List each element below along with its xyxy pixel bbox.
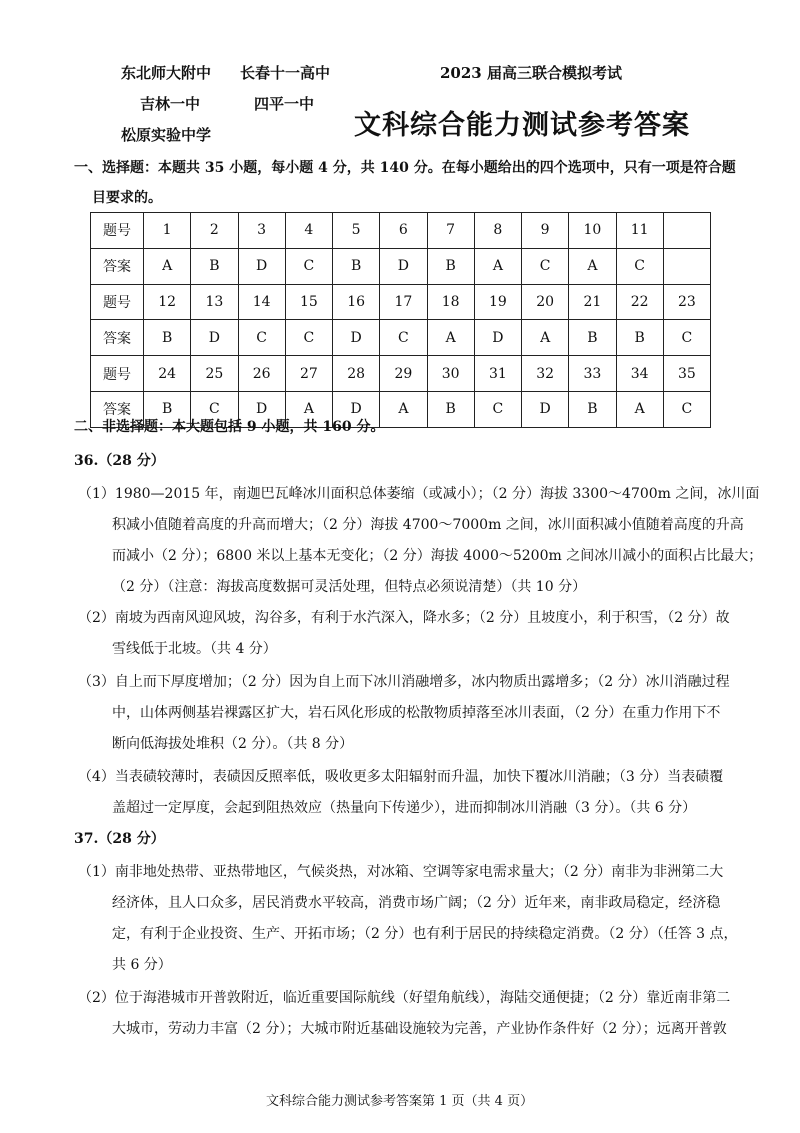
table-row xyxy=(91,356,711,392)
table-cell: 19 xyxy=(474,284,521,320)
table-cell: 13 xyxy=(191,284,238,320)
row-label: 题号 xyxy=(91,284,144,320)
table-cell xyxy=(663,248,710,284)
q36-line: （3）自上而下厚度增加；（2 分）因为自上而下冰川消融增多，冰内物质出露增多；（2 分）冰川消融过程 xyxy=(78,674,730,690)
table-cell: D xyxy=(380,248,427,284)
table-cell: B xyxy=(427,248,474,284)
table-cell: B xyxy=(144,391,191,427)
table-row xyxy=(91,213,711,249)
table-cell: C xyxy=(663,391,710,427)
table-cell: B xyxy=(427,391,474,427)
table-cell: C xyxy=(663,320,710,356)
q36-line: （2）南坡为西南风迎风坡，沟谷多，有利于水汽深入，降水多；（2 分）且坡度小，利于积雪，（2 分）故 xyxy=(78,610,730,626)
table-cell: C xyxy=(380,320,427,356)
q36-line: 断向低海拔处堆积（2 分）。（共 8 分） xyxy=(112,736,354,752)
table-cell: 5 xyxy=(333,213,380,249)
table-cell: C xyxy=(616,248,663,284)
section-1-intro-cont: 目要求的。 xyxy=(92,190,162,206)
table-cell: 14 xyxy=(238,284,285,320)
table-cell: B xyxy=(569,320,616,356)
table-cell: 17 xyxy=(380,284,427,320)
page-footer: 文科综合能力测试参考答案第 1 页（共 4 页） xyxy=(266,1094,534,1109)
q36-line: 积减小值随着高度的升高而增大；（2 分）海拔 4700～7000m 之间，冰川面积减小值随着高度的升高 xyxy=(112,517,744,533)
table-cell: 22 xyxy=(616,284,663,320)
q37-line: 定，有利于企业投资、生产、开拓市场；（2 分）也有利于居民的持续稳定消费。（2 分）（任答 3 点， xyxy=(112,926,738,942)
q36-line: （4）当表碛较薄时，表碛因反照率低，吸收更多太阳辐射而升温，加快下覆冰川消融；（3 分）当表碛覆 xyxy=(78,769,724,785)
table-cell: 25 xyxy=(191,356,238,392)
q37-line: 共 6 分） xyxy=(112,957,172,973)
row-label: 答案 xyxy=(91,320,144,356)
table-cell: 6 xyxy=(380,213,427,249)
table-cell: B xyxy=(144,320,191,356)
row-label: 题号 xyxy=(91,356,144,392)
table-cell: B xyxy=(569,391,616,427)
table-cell: 11 xyxy=(616,213,663,249)
table-cell: 20 xyxy=(522,284,569,320)
table-cell: C xyxy=(285,320,332,356)
table-cell: 3 xyxy=(238,213,285,249)
table-cell: C xyxy=(474,391,521,427)
table-row xyxy=(91,284,711,320)
table-cell: A xyxy=(285,391,332,427)
table-cell: D xyxy=(238,391,285,427)
q36-line: 雪线低于北坡。（共 4 分） xyxy=(112,641,277,657)
table-cell: 28 xyxy=(333,356,380,392)
table-cell: C xyxy=(238,320,285,356)
table-cell: B xyxy=(333,248,380,284)
table-cell: A xyxy=(616,391,663,427)
table-cell: 21 xyxy=(569,284,616,320)
school-name: 四平一中 xyxy=(254,95,315,113)
table-cell: D xyxy=(333,391,380,427)
table-cell: 31 xyxy=(474,356,521,392)
table-row xyxy=(91,320,711,356)
table-cell: D xyxy=(522,391,569,427)
table-cell: D xyxy=(333,320,380,356)
table-cell: A xyxy=(522,320,569,356)
table-cell: 1 xyxy=(144,213,191,249)
table-row xyxy=(91,248,711,284)
q36-line: （1）1980—2015 年，南迦巴瓦峰冰川面积总体萎缩（或减小）；（2 分）海拔 3300～4700m 之间，冰川面 xyxy=(78,486,760,502)
table-cell: 16 xyxy=(333,284,380,320)
school-name: 长春十一高中 xyxy=(240,64,331,82)
section-2-intro: 二、非选择题：本大题包括 9 小题，共 160 分。 xyxy=(74,419,385,435)
section-1-intro: 一、选择题：本题共 35 小题，每小题 4 分，共 140 分。在每小题给出的四个选项中，只有一项是符合题 xyxy=(74,160,736,176)
table-cell: 2 xyxy=(191,213,238,249)
school-name: 松原实验中学 xyxy=(121,126,212,144)
table-cell: 7 xyxy=(427,213,474,249)
table-cell: 18 xyxy=(427,284,474,320)
q36-line: 盖超过一定厚度，会起到阻热效应（热量向下传递少），进而抑制冰川消融（3 分）。（共 6 分） xyxy=(112,800,697,816)
table-cell: B xyxy=(191,248,238,284)
q37-line: （2）位于海港城市开普敦附近，临近重要国际航线（好望角航线），海陆交通便捷；（2 分）靠近南非第二 xyxy=(78,990,731,1006)
answer-table xyxy=(90,212,711,428)
table-cell: 34 xyxy=(616,356,663,392)
table-cell: 26 xyxy=(238,356,285,392)
table-cell: C xyxy=(191,391,238,427)
table-cell: 9 xyxy=(522,213,569,249)
table-cell: 8 xyxy=(474,213,521,249)
q36-line: 中，山体两侧基岩裸露区扩大，岩石风化形成的松散物质掉落至冰川表面，（2 分）在重力作用下不 xyxy=(112,705,721,721)
table-cell: A xyxy=(380,391,427,427)
table-cell: 12 xyxy=(144,284,191,320)
table-cell: C xyxy=(522,248,569,284)
school-name: 东北师大附中 xyxy=(121,64,212,82)
table-cell: 35 xyxy=(663,356,710,392)
table-cell: 24 xyxy=(144,356,191,392)
exam-name: 2023 届高三联合模拟考试 xyxy=(440,64,622,82)
row-label: 题号 xyxy=(91,213,144,249)
document-title: 文科综合能力测试参考答案 xyxy=(354,110,690,141)
table-cell: 32 xyxy=(522,356,569,392)
question-37-heading: 37.（28 分） xyxy=(74,831,165,847)
q36-line: 而减小（2 分）；6800 米以上基本无变化；（2 分）海拔 4000～5200m 之间冰川减小的面积占比最大； xyxy=(112,548,763,564)
table-cell: A xyxy=(569,248,616,284)
q37-line: 大城市，劳动力丰富（2 分）；大城市附近基础设施较为完善，产业协作条件好（2 分）；远离开普敦 xyxy=(112,1021,727,1037)
table-cell: 29 xyxy=(380,356,427,392)
question-36-heading: 36.（28 分） xyxy=(74,453,165,469)
table-cell: 4 xyxy=(285,213,332,249)
table-cell: D xyxy=(238,248,285,284)
row-label: 答案 xyxy=(91,248,144,284)
table-cell: A xyxy=(427,320,474,356)
table-cell: 15 xyxy=(285,284,332,320)
table-cell: D xyxy=(191,320,238,356)
q36-line: （2 分）（注意：海拔高度数据可灵活处理，但特点必须说清楚）（共 10 分） xyxy=(112,579,587,595)
table-cell: D xyxy=(474,320,521,356)
table-cell: A xyxy=(474,248,521,284)
row-label: 答案 xyxy=(91,391,144,427)
table-cell: B xyxy=(616,320,663,356)
school-name: 吉林一中 xyxy=(140,95,201,113)
q37-line: （1）南非地处热带、亚热带地区，气候炎热，对冰箱、空调等家电需求量大；（2 分）南非为非洲第二大 xyxy=(78,864,724,880)
table-cell: 30 xyxy=(427,356,474,392)
table-cell: C xyxy=(285,248,332,284)
table-cell: 33 xyxy=(569,356,616,392)
q37-line: 经济体，且人口众多，居民消费水平较高，消费市场广阔；（2 分）近年来，南非政局稳定，经济稳 xyxy=(112,895,721,911)
table-cell: A xyxy=(144,248,191,284)
table-cell: 27 xyxy=(285,356,332,392)
table-cell: 23 xyxy=(663,284,710,320)
table-cell xyxy=(663,213,710,249)
table-cell: 10 xyxy=(569,213,616,249)
